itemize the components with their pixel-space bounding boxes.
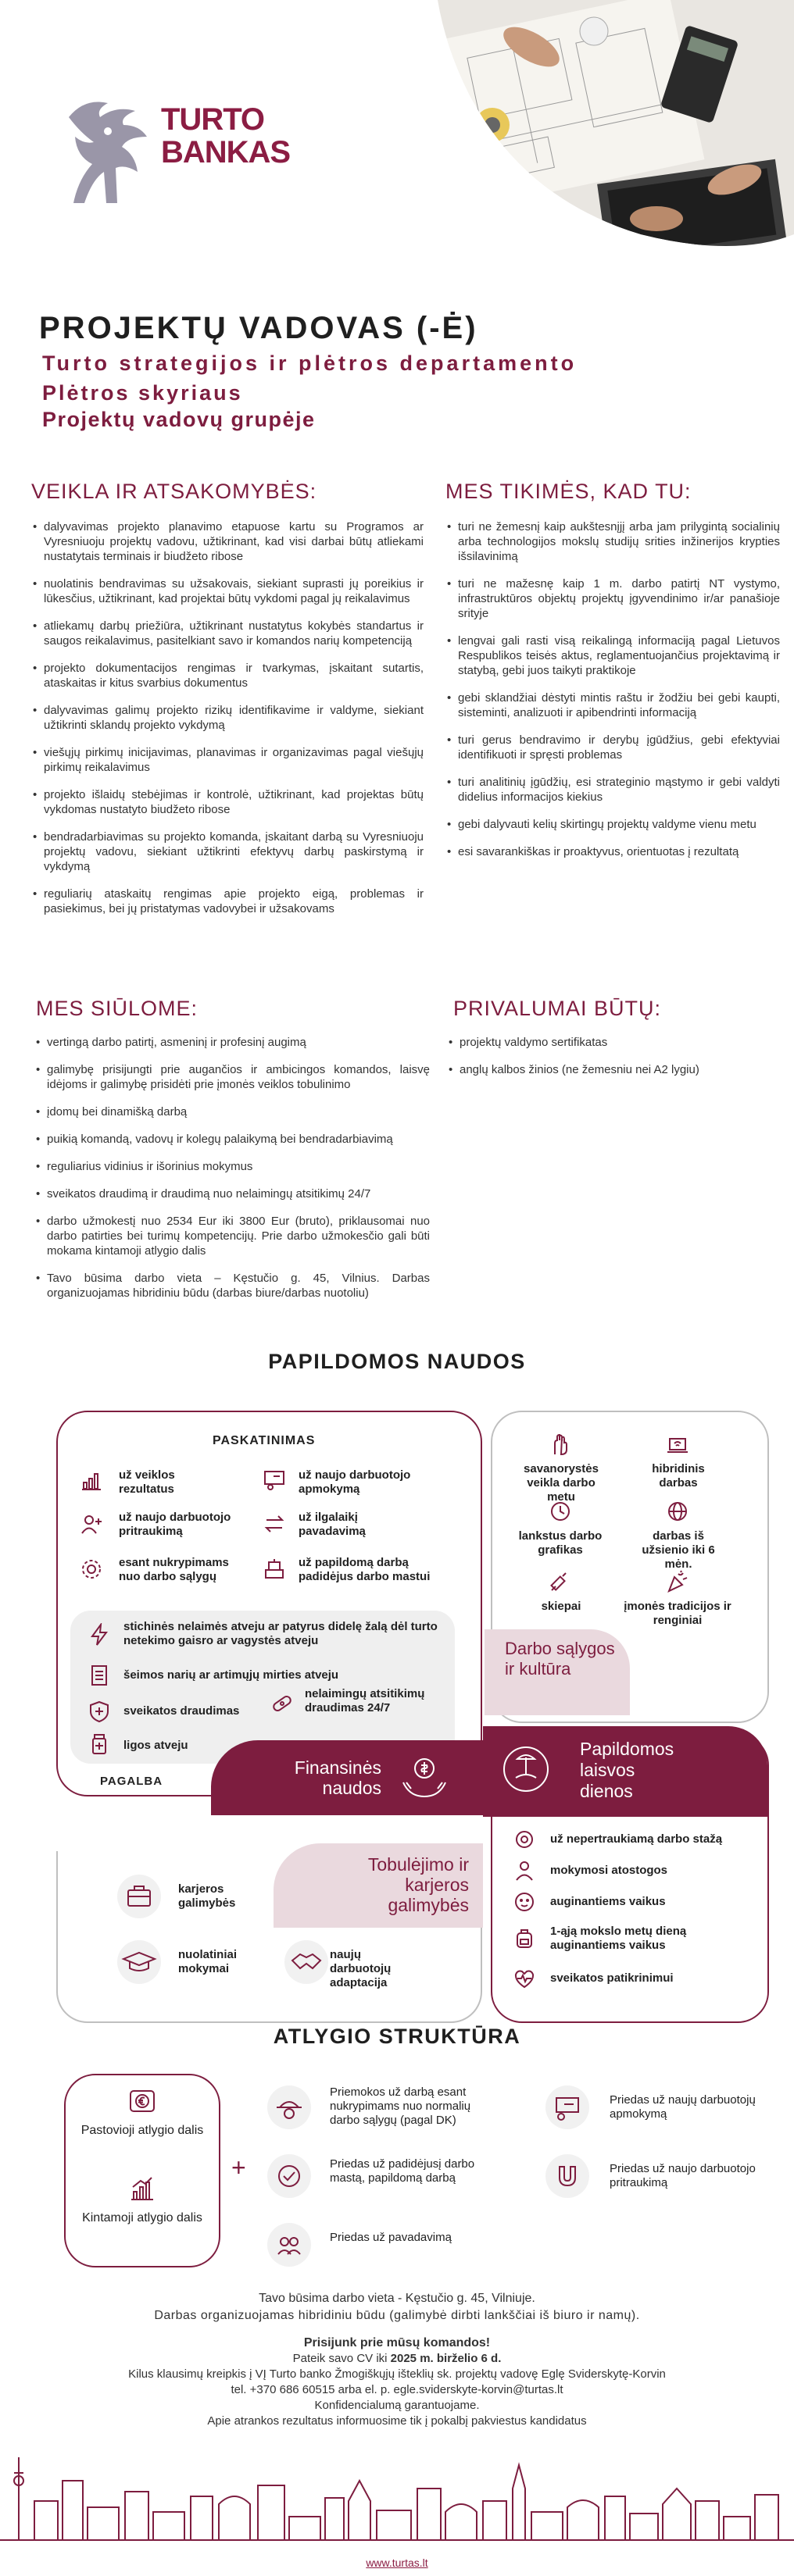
replacement-icon	[267, 2223, 311, 2267]
incentive-text: už veiklos rezultatus	[119, 1468, 175, 1496]
condition-text: lankstus darbo grafikas	[518, 1529, 603, 1557]
workload-icon	[263, 1557, 286, 1581]
career-title-pill	[274, 1843, 483, 1928]
incentive-text: esant nukrypimams nuo darbo sąlygų	[119, 1556, 229, 1583]
duties-list	[33, 519, 424, 929]
benefits-heading: PAPILDOMOS NAUDOS	[268, 1350, 526, 1373]
offer-item: • Tavo būsima darbo vieta – Kęstučio g. 45, Vilnius. Darbas organizuojamas hibridiniu būdu (darbas biure/darbas nuotoliu)	[36, 1271, 430, 1300]
leave-text: 1-ąją mokslo metų dieną auginantiems vaikus	[550, 1925, 687, 1952]
footer-confidential: Konfidencialumą garantuojame.	[314, 2399, 480, 2412]
advantages-heading: PRIVALUMAI BŪTŲ:	[453, 997, 662, 1020]
offer-item: • sveikatos draudimą ir draudimą nuo nelaimingų atsitikimų 24/7	[36, 1186, 430, 1201]
incentive-text: už ilgalaikį pavadavimą	[299, 1511, 366, 1538]
incentives-label: PASKATINIMAS	[213, 1434, 316, 1447]
magnet-icon	[545, 2154, 589, 2198]
duty-item: • nuolatinis bendravimas su užsakovais, siekiant suprasti jų poreikius ir lūkesčius, užtikrinant, kad projektai būtų vykdomi pagal jų reikalavimus	[33, 576, 424, 606]
hero-header	[0, 0, 794, 258]
reward-item: Priedas už padidėjusį darbo mastą, papildomą darbą	[330, 2157, 475, 2185]
conditions-title-pill	[485, 1629, 630, 1715]
study-icon	[513, 1859, 536, 1882]
job-title: PROJEKTŲ VADOVAS (-Ė)	[39, 311, 478, 345]
duty-item: • projekto išlaidų stebėjimas ir kontrolė, užtikrinant, kad projektas būtų vykdomas nustatyto biudžeto ribose	[33, 787, 424, 817]
syringe-icon	[549, 1570, 572, 1593]
requirement-item: • turi analitinių įgūdžių, esi strateginio mąstymo ir gebi valdyti didelius informacijos kiekius	[447, 775, 780, 805]
duty-item: • dalyvavimas galimų projekto rizikų identifikavime ir valdyme, siekiant užtikrinti sklandų projekto vykdymą	[33, 703, 424, 733]
requirement-item: • gebi sklandžiai dėstyti mintis raštu ir žodžiu bei gebi kaupti, sisteminti, analizuoti ir apibendrinti informaciją	[447, 690, 780, 720]
graduation-cap-icon	[117, 1940, 161, 1984]
offer-item: • puikią komandą, vadovų ir kolegų palaikymą bei bendradarbiavimą	[36, 1132, 430, 1147]
duty-item: • reguliarių ataskaitų rengimas apie projekto eigą, problemas ir pasiekimus, bei jų pristatymas vadovybei ir užsakovams	[33, 887, 424, 916]
globe-icon	[666, 1500, 689, 1523]
support-text: šeimos narių ar artimųjų mirties atveju	[123, 1668, 339, 1682]
beliefs-list	[447, 519, 780, 872]
support-text: stichinės nelaimės atveju ar patyrus didelę žalą dėl turto netekimo gaisro ar vagystės atveju	[123, 1620, 438, 1647]
mentor-icon	[545, 2085, 589, 2129]
training-icon	[263, 1468, 286, 1492]
duty-item: • viešųjų pirkimų inicijavimas, planavimas ir organizavimas pagal viešųjų pirkimų reikalavimus	[33, 745, 424, 775]
condition-text: įmonės tradicijos ir renginiai	[624, 1600, 731, 1627]
advantage-item: • projektų valdymo sertifikatas	[449, 1035, 777, 1050]
website-link[interactable]	[0, 2556, 794, 2571]
hero-photo	[406, 0, 794, 258]
leave-text: auginantiems vaikus	[550, 1895, 666, 1908]
shield-icon	[88, 1700, 111, 1723]
logo-line-1: TURTO	[161, 102, 265, 137]
handshake-icon	[284, 1940, 328, 1984]
footer-cv	[0, 2351, 794, 2366]
support-text: sveikatos draudimas	[123, 1704, 240, 1718]
footer-join: Prisijunk prie mūsų komandos!	[303, 2336, 491, 2349]
offer-item: • įdomų bei dinamišką darbą	[36, 1104, 430, 1119]
footer-location: Tavo būsima darbo vieta - Kęstučio g. 45, Vilniuje.	[259, 2292, 535, 2305]
party-icon	[666, 1570, 689, 1593]
reward-item: Priedas už naujo darbuotojo pritraukimą	[610, 2162, 756, 2189]
advantages-list	[449, 1035, 777, 1090]
support-text: ligos atveju	[123, 1739, 188, 1752]
beach-icon	[499, 1742, 553, 1796]
backpack-icon	[513, 1926, 536, 1950]
reward-heading: ATLYGIO STRUKTŪRA	[273, 2025, 521, 2048]
reward-item: Priedas už naujų darbuotojų apmokymą	[610, 2093, 756, 2121]
reward-item: Priemokos už darbą esant nukrypimams nuo normalių darbo sąlygų (pagal DK)	[330, 2085, 471, 2127]
subtitle-department: Turto strategijos ir plėtros departamento	[42, 351, 578, 375]
check-circle-icon	[267, 2154, 311, 2198]
bar-chart-icon	[80, 1468, 103, 1492]
conditions-title: Darbo sąlygos ir kultūra	[505, 1639, 615, 1679]
requirement-item: • turi gerus bendravimo ir derybų įgūdžius, gebi efektyviai identifikuoti ir spręsti problemas	[447, 733, 780, 762]
briefcase-icon	[117, 1875, 161, 1918]
condition-text: savanorystės veikla darbo metu	[524, 1462, 599, 1504]
condition-text: skiepai	[541, 1600, 581, 1613]
career-text: karjeros galimybės	[178, 1882, 236, 1910]
requirement-item: • turi ne mažesnę kaip 1 m. darbo patirtį NT vystymo, infrastruktūros objektų projektų įgyvendinimo ir/ar panašioje srityje	[447, 576, 780, 621]
offer-list	[36, 1035, 430, 1313]
city-skyline-illustration	[0, 2426, 794, 2543]
duty-item: • dalyvavimas projekto planavimo etapuose kartu su Programos ar Vyresniuoju projektų vadovu, užtikrinant, kad visi darbai būtų atliekami nustatytais terminais ir biudžeto ribose	[33, 519, 424, 564]
reward-plus: +	[231, 2153, 246, 2182]
laptop-wifi-icon	[666, 1432, 689, 1456]
hazard-worker-icon	[267, 2085, 311, 2129]
offer-item: • galimybę prisijungti prie augančios ir ambicingos komandos, laisvę idėjoms ir galimybę prisidėti prie įmonės veiklos tobulinimo	[36, 1062, 430, 1092]
offer-item: • reguliarius vidinius ir išorinius mokymus	[36, 1159, 430, 1174]
leave-text: mokymosi atostogos	[550, 1864, 668, 1877]
leave-text: už nepertraukiamą darbo stažą	[550, 1832, 723, 1846]
incentive-text: už papildomą darbą padidėjus darbo mastui	[299, 1556, 431, 1583]
condition-text: darbas iš užsienio iki 6 mėn.	[642, 1529, 715, 1571]
offer-heading: MES SIŪLOME:	[36, 997, 198, 1020]
footer-cv-date: 2025 m. birželio 6 d.	[390, 2352, 502, 2365]
support-label: PAGALBA	[100, 1775, 163, 1788]
financial-title: Finansinės naudos	[294, 1757, 381, 1798]
money-hands-icon	[399, 1751, 450, 1803]
leave-title-pill	[483, 1726, 767, 1817]
footer-hybrid: Darbas organizuojamas hibridiniu būdu (galimybė dirbti lankščiai iš biuro ir namų).	[154, 2309, 640, 2322]
medicine-icon	[88, 1732, 111, 1756]
requirement-item: • lengvai gali rasti visą reikalingą informaciją pagal Lietuvos Respublikos teisės aktus, reglamentuojančius projektavimą ir statybą, gebi juos taikyti praktikoje	[447, 633, 780, 678]
baby-icon	[513, 1890, 536, 1914]
beliefs-heading: MES TIKIMĖS, KAD TU:	[445, 480, 692, 503]
volunteer-hand-icon	[549, 1432, 572, 1456]
swap-icon	[263, 1512, 286, 1536]
leave-title: Papildomos laisvos dienos	[580, 1739, 674, 1801]
career-text: naujų darbuotojų adaptacija	[330, 1948, 392, 1989]
advantage-item: • anglų kalbos žinios (ne žemesniu nei A2 lygiu)	[449, 1062, 777, 1077]
career-title: Tobulėjimo ir karjeros galimybės	[367, 1854, 469, 1915]
reward-item: Priedas už pavadavimą	[330, 2231, 452, 2244]
footer-results: Apie atrankos rezultatus informuosime tik į pokalbį pakviestus kandidatus	[207, 2414, 587, 2428]
clock-icon	[549, 1500, 572, 1523]
reward-fixed: Pastovioji atlygio dalis	[80, 2124, 204, 2137]
bandage-icon	[270, 1692, 294, 1715]
leave-text: sveikatos patikrinimui	[550, 1971, 674, 1985]
medal-icon	[513, 1828, 536, 1851]
add-person-icon	[80, 1512, 103, 1536]
growth-chart-icon	[128, 2175, 156, 2203]
reward-variable: Kintamoji atlygio dalis	[82, 2211, 202, 2225]
incentive-text: už naujo darbuotojo pritraukimą	[119, 1511, 231, 1538]
duty-item: • bendradarbiavimas su projekto komanda, įskaitant darbą su Vyresniuoju projektų vadovu, siekiant užtikrinti efektyvų darbų paskirstymą ir vykdymą	[33, 830, 424, 874]
heartbeat-icon	[513, 1967, 536, 1990]
lightning-icon	[88, 1623, 111, 1647]
requirement-item: • gebi dalyvauti kelių skirtingų projektų valdyme vienu metu	[447, 817, 780, 832]
incentive-text: už naujo darbuotojo apmokymą	[299, 1468, 411, 1496]
career-text: nuolatiniai mokymai	[178, 1948, 237, 1975]
support-text: nelaimingų atsitikimų draudimas 24/7	[305, 1687, 425, 1714]
logo-line-2: BANKAS	[161, 135, 291, 169]
website-link-text[interactable]: www.turtas.lt	[366, 2556, 428, 2569]
footer-phone[interactable]: tel. +370 686 60515 arba el. p. egle.sviderskyte-korvin@turtas.lt	[231, 2383, 563, 2396]
footer-contact: Kilus klausimų kreipkis į VĮ Turto banko Žmogiškųjų išteklių sk. projektų vadovę Eglę Sviderskytę-Korvin	[128, 2367, 666, 2381]
subtitle-division: Plėtros skyriaus	[42, 381, 243, 405]
offer-item: • vertingą darbo patirtį, asmeninį ir profesinį augimą	[36, 1035, 430, 1050]
requirement-item: • esi savarankiškas ir proaktyvus, orientuotas į rezultatą	[447, 844, 780, 859]
duties-heading: VEIKLA IR ATSAKOMYBĖS:	[31, 480, 317, 503]
euro-coin-icon	[128, 2087, 156, 2115]
griffin-logo-icon	[61, 94, 155, 211]
requirement-item: • turi ne žemesnį kaip aukštesnįjį arba jam prilygintą socialinių arba technologijos mokslų studijų srities inžinerijos krypties išsilavinimą	[447, 519, 780, 564]
document-icon	[88, 1664, 111, 1687]
condition-text: hibridinis darbas	[652, 1462, 705, 1490]
offer-item: • darbo užmokestį nuo 2534 Eur iki 3800 Eur (bruto), priklausomai nuo darbo patirties bei turimų kompetencijų. Prie darbo užmokesčio gali būti mokama kintamoji atlygio dalis	[36, 1214, 430, 1258]
footer-cv-prefix: Pateik savo CV iki	[292, 2352, 391, 2365]
turto-bankas-logo	[61, 94, 291, 219]
duty-item: • projekto dokumentacijos rengimas ir tvarkymas, įskaitant sutartis, ataskaitas ir kitus svarbius dokumentus	[33, 661, 424, 690]
subtitle-group: Projektų vadovų grupėje	[42, 408, 316, 431]
settings-icon	[80, 1557, 103, 1581]
duty-item: • atliekamų darbų priežiūra, užtikrinant nustatytus kokybės standartus ir saugos reikalavimus, pasitelkiant savo ir komandos narių kompetenciją	[33, 619, 424, 648]
financial-title-pill	[211, 1740, 485, 1815]
